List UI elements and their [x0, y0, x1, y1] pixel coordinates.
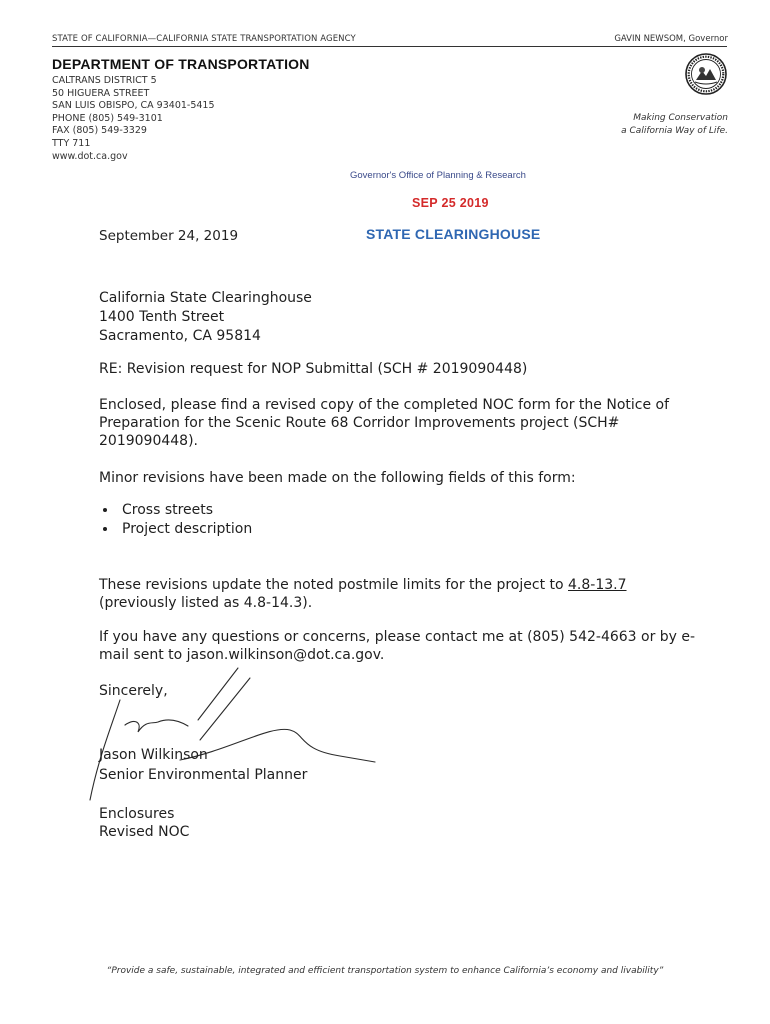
closing: Sincerely, — [99, 683, 168, 699]
header-divider — [52, 46, 727, 47]
department-title: DEPARTMENT OF TRANSPORTATION — [52, 56, 310, 72]
conservation-motto — [621, 112, 728, 137]
recipient-line: Sacramento, CA 95814 — [99, 328, 261, 344]
website-line: www.dot.ca.gov — [52, 150, 128, 162]
handwritten-signature — [80, 640, 400, 820]
enclosure-line: Enclosures — [99, 806, 175, 822]
stamp-clearinghouse: STATE CLEARINGHOUSE — [366, 226, 541, 242]
list-item-label: Project description — [122, 521, 253, 537]
list-item-label: Cross streets — [122, 502, 214, 518]
recipient-line: California State Clearinghouse — [99, 290, 312, 306]
governor-header: GAVIN NEWSOM, Governor — [614, 34, 728, 44]
postmile-text-before: These revisions update the noted postmile limits for the project to — [99, 577, 569, 593]
signer-name: Jason Wilkinson — [99, 747, 208, 763]
address-line: SAN LUIS OBISPO, CA 93401-5415 — [52, 100, 215, 112]
paragraph-enclosed: Enclosed, please find a revised copy of the completed NOC form for the Notice of Preparation for the Scenic Route 68 Corridor Improvements project (SCH# 2019090448). — [99, 397, 670, 449]
fax-line: FAX (805) 549-3329 — [52, 125, 147, 137]
address-line: 50 HIGUERA STREET — [52, 87, 150, 99]
postmile-limits: 4.8-13.7 — [568, 577, 627, 593]
bullet-icon — [103, 527, 107, 531]
recipient-line: 1400 Tenth Street — [99, 309, 225, 325]
enclosures — [99, 805, 699, 841]
motto-line: a California Way of Life. — [621, 125, 728, 136]
bullet-icon — [103, 508, 107, 512]
subject-line: RE: Revision request for NOP Submittal (SCH # 2019090448) — [99, 361, 528, 377]
address-line: CALTRANS DISTRICT 5 — [52, 75, 157, 86]
phone-line: PHONE (805) 549-3101 — [52, 112, 163, 124]
agency-header: STATE OF CALIFORNIA—CALIFORNIA STATE TRANSPORTATION AGENCY — [52, 34, 356, 44]
list-item — [99, 520, 699, 539]
california-seal-icon — [685, 53, 727, 95]
stamp-office: Governor's Office of Planning & Research — [350, 170, 526, 181]
revised-fields-list — [99, 501, 699, 539]
tty-line: TTY 711 — [52, 137, 91, 149]
list-item — [99, 501, 699, 520]
signer-title: Senior Environmental Planner — [99, 767, 308, 783]
paragraph-revisions: Minor revisions have been made on the following fields of this form: — [99, 470, 576, 486]
recipient-address — [99, 289, 699, 346]
letter-date: September 24, 2019 — [99, 228, 239, 244]
mission-footer: “Provide a safe, sustainable, integrated and efficient transportation system to enhance California’s economy and livability” — [106, 966, 664, 976]
enclosure-line: Revised NOC — [99, 824, 190, 840]
district-address — [52, 75, 215, 163]
stamp-date: SEP 25 2019 — [412, 196, 489, 210]
motto-line: Making Conservation — [633, 113, 728, 123]
paragraph-contact: If you have any questions or concerns, please contact me at (805) 542-4663 or by e-mail sent to jason.wilkinson@dot.ca.gov. — [99, 629, 696, 663]
paragraph-postmile — [99, 576, 699, 612]
postmile-text-after: (previously listed as 4.8-14.3). — [99, 595, 313, 611]
